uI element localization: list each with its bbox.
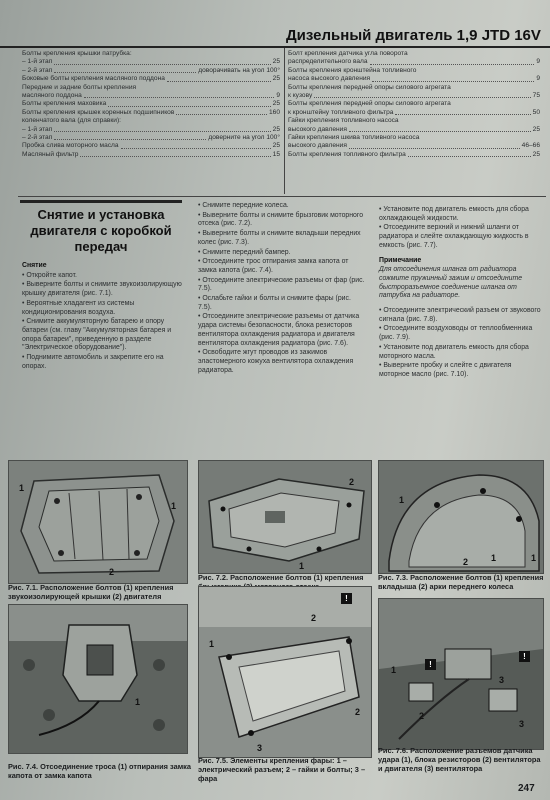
figure-7-5 xyxy=(198,586,372,758)
torque-spec-value: доверните на угол 100° xyxy=(208,134,280,142)
torque-spec-label: Гайки крепления шкива топливного насоса xyxy=(288,134,420,142)
torque-spec-label: Болты крепления передней опоры силового агрегата xyxy=(288,83,451,91)
specs-bottom-rule xyxy=(18,196,546,197)
torque-spec-label: масляного поддона xyxy=(22,92,82,100)
lightning-warning-icon: ! xyxy=(519,651,530,662)
step-paragraph: • Выверните болты и снимите звукоизолирующую крышку двигателя (рис. 7.1). xyxy=(22,281,182,298)
torque-spec-label: Болты крепления маховика xyxy=(22,100,107,108)
step-paragraph: • Отсоедините верхний и нижний шланги от радиатора и слейте охлаждающую жидкость в емкость (рис. 7.7). xyxy=(379,224,529,249)
torque-spec-row xyxy=(288,50,540,58)
leader-dots xyxy=(370,58,535,64)
text-column-2 xyxy=(198,202,366,376)
fig73-label-c: 1 xyxy=(491,553,497,563)
torque-spec-label: Передние и задние болты крепления xyxy=(22,83,137,91)
figure-7-6 xyxy=(378,598,544,750)
torque-spec-label: распределительного вала xyxy=(288,58,368,66)
step-paragraph: • Вероятные хладагент из системы кондиционирования воздуха. xyxy=(22,299,135,316)
torque-spec-row xyxy=(22,58,280,66)
torque-spec-label: – 2-й этап xyxy=(22,66,53,74)
step-paragraph: • Выверните болты и снимите вкладыши передних колес (рис. 7.3). xyxy=(198,230,361,246)
leader-dots xyxy=(176,109,267,115)
torque-spec-value: 25 xyxy=(532,150,540,158)
torque-spec-label: Пробка слива моторного масла xyxy=(22,142,119,150)
torque-spec-row xyxy=(22,126,280,134)
torque-spec-label: Болты крепления крышки патрубка: xyxy=(22,50,132,57)
lightning-warning-icon: ! xyxy=(341,593,352,604)
engine-cover-drawing xyxy=(9,461,187,583)
caption-fig-7-2: Рис. 7.2. Расположение болтов (1) крепления xyxy=(198,573,364,582)
step-paragraph: • Освободите жгут проводов из зажимов эластомерного кожуха вентилятора охлаждения радиатора. xyxy=(198,349,354,374)
torque-spec-label: к кузову xyxy=(288,92,313,100)
torque-spec-row xyxy=(288,151,540,159)
step-paragraph: • Отсоедините электрические разъемы от датчика удара системы безопасности, блока резисторов вентилятора охлаждения радиатора и двигателя вентилятора охлаждения радиатора (рис. 7.6). xyxy=(198,313,360,347)
torque-spec-label: Болты крепления кронштейна топливного xyxy=(288,66,417,74)
section-title: Снятие и установка двигателя с коробкой передач xyxy=(20,200,182,255)
leader-dots xyxy=(54,67,196,73)
step-paragraph: • Снимите аккумуляторную батарею и опору батареи (см. главу "Аккумуляторная батарея и опора батареи", приведенную в разделе "Электрическое оборудование"). xyxy=(22,318,172,352)
fig76-label-d: 3 xyxy=(519,719,525,729)
torque-spec-value: 160 xyxy=(268,108,280,116)
torque-spec-value: 25 xyxy=(272,125,280,133)
torque-spec-value: 9 xyxy=(536,75,540,83)
spec-table-left xyxy=(22,50,280,159)
page-number: 247 xyxy=(518,783,535,794)
step-paragraph: • Ослабьте гайки и болты и снимите фары (рис. 7.5). xyxy=(198,295,351,311)
torque-spec-row xyxy=(288,58,540,66)
torque-spec-row xyxy=(22,142,280,150)
torque-spec-value: 9 xyxy=(276,92,280,100)
torque-spec-label: – 1-й этап xyxy=(22,58,53,66)
leader-dots xyxy=(349,142,520,148)
step-paragraph: • Снимите передние колеса. xyxy=(198,202,289,209)
subhead-removal: Снятие xyxy=(22,262,47,269)
leader-dots xyxy=(84,92,275,98)
leader-dots xyxy=(372,75,534,81)
fig75-label-a: 1 xyxy=(209,639,215,649)
leader-dots xyxy=(395,109,530,115)
specs-divider xyxy=(284,48,285,194)
step-paragraph: • Отсоедините трос отпирания замка капота от замка капота (рис. 7.4). xyxy=(198,258,349,274)
torque-spec-row xyxy=(288,142,540,150)
leader-dots xyxy=(408,151,531,157)
fig76-label-c: 3 xyxy=(499,675,505,685)
figure-7-2 xyxy=(198,460,372,574)
torque-spec-value: 25 xyxy=(272,75,280,83)
figure-7-4 xyxy=(8,604,188,754)
torque-spec-value: 46–66 xyxy=(521,142,540,150)
torque-spec-row xyxy=(22,84,280,92)
torque-spec-row xyxy=(288,100,540,108)
torque-spec-row xyxy=(22,67,280,75)
text-column-1 xyxy=(22,262,182,372)
torque-spec-label: насоса высокого давления xyxy=(288,75,371,83)
leader-dots xyxy=(349,126,531,132)
caption-fig-7-4: Рис. 7.4. Отсоединение троса (1) отпирания замка капота от замка капота xyxy=(8,762,191,780)
step-paragraph: • Установите под двигатель емкость для сбора охлаждающей жидкости. xyxy=(379,206,529,222)
torque-spec-label: Боковые болты крепления масляного поддона xyxy=(22,75,165,83)
step-paragraph: • Отсоедините электрические разъемы от фар (рис. 7.5). xyxy=(198,276,365,293)
leader-dots xyxy=(167,75,271,81)
leader-dots xyxy=(80,151,270,157)
step-paragraph: • Поднимите автомобиль и закрепите его на опорах. xyxy=(22,354,164,370)
connectors-drawing xyxy=(379,599,543,749)
fig73-label-a: 1 xyxy=(399,495,405,505)
leader-dots xyxy=(54,58,270,64)
torque-spec-label: Гайки крепления топливного насоса xyxy=(288,117,399,125)
caption-fig-7-1: Рис. 7.1. Расположение болтов (1) крепления звукоизолирующей крышки (2) двигателя xyxy=(8,583,174,601)
splash-guard-drawing xyxy=(199,461,371,573)
torque-spec-row xyxy=(288,109,540,117)
text-column-3 xyxy=(379,206,541,381)
torque-spec-label: Масляный фильтр xyxy=(22,150,79,158)
torque-spec-row xyxy=(288,126,540,134)
torque-spec-value: 25 xyxy=(272,58,280,66)
torque-spec-value: 25 xyxy=(272,142,280,150)
torque-spec-label: высокого давления xyxy=(288,125,347,133)
step-paragraph: • Отсоедините воздуховоды от теплообменника (рис. 7.9). xyxy=(379,325,533,342)
lightning-warning-icon: ! xyxy=(425,659,436,670)
torque-spec-label: Болт крепления датчика угла поворота xyxy=(288,50,408,57)
note-text: Для отсоединения шланга от радиатора сожмите пружинный зажим и отсоедините быстроразъемное соединение шланга от патрубка на радиаторе. xyxy=(379,266,523,300)
torque-spec-row xyxy=(288,84,540,92)
torque-spec-label: Болты крепления крышек коренных подшипников xyxy=(22,108,175,116)
caption-fig-7-3: Рис. 7.3. Расположение болтов (1) крепления вкладыша (2) арки переднего колеса xyxy=(378,573,544,591)
fig74-label-a: 1 xyxy=(135,697,141,707)
fig75-label-d: 2 xyxy=(355,707,361,717)
fig71-label-a: 1 xyxy=(19,483,25,493)
torque-spec-value: 9 xyxy=(536,58,540,66)
leader-dots xyxy=(54,126,270,132)
leader-dots xyxy=(54,134,206,140)
torque-spec-row xyxy=(22,100,280,108)
hood-latch-drawing xyxy=(9,605,187,753)
torque-spec-row xyxy=(22,117,280,125)
fig71-label-b: 2 xyxy=(109,567,115,577)
wheel-arch-drawing xyxy=(379,461,543,573)
step-paragraph: • Откройте капот. xyxy=(22,271,77,279)
header-rule xyxy=(0,46,550,48)
torque-spec-value: 25 xyxy=(532,125,540,133)
torque-spec-row xyxy=(22,92,280,100)
step-paragraph: • Выверните пробку и слейте с двигателя моторное масло (рис. 7.10). xyxy=(379,362,512,378)
caption-fig-7-6: Рис. 7.6. Расположение разъемов датчика удара (1), блока резисторов (2) вентилятора и двигателя (3) вентилятора xyxy=(378,746,541,773)
torque-spec-row xyxy=(288,75,540,83)
torque-spec-label: к кронштейну топливного фильтра xyxy=(288,108,394,116)
torque-spec-label: Болты крепления передней опоры силового агрегата xyxy=(288,100,451,108)
torque-spec-row xyxy=(288,67,540,75)
torque-spec-label: – 2-й этап xyxy=(22,134,53,142)
page-header-title: Дизельный двигатель 1,9 JTD 16V xyxy=(286,27,541,44)
torque-spec-value: 75 xyxy=(532,92,540,100)
step-paragraph: • Отсоедините электрический разъем от звукового сигнала (рис. 7.8). xyxy=(379,307,541,323)
fig75-label-c: 3 xyxy=(257,743,263,753)
torque-spec-row xyxy=(22,109,280,117)
leader-dots xyxy=(108,100,270,106)
torque-spec-row xyxy=(22,75,280,83)
caption-fig-7-5: Рис. 7.5. Элементы крепления фары: 1 – электрический разъем; 2 – гайки и болты; 3 – фара xyxy=(198,756,366,783)
fig76-label-b: 2 xyxy=(419,711,425,721)
torque-spec-label: – 1-й этап xyxy=(22,125,53,133)
fig76-label-a: 1 xyxy=(391,665,397,675)
fig73-label-b: 2 xyxy=(463,557,469,567)
step-paragraph: • Установите под двигатель емкость для сбора моторного масла. xyxy=(379,343,529,360)
torque-spec-label: высокого давления xyxy=(288,142,347,150)
leader-dots xyxy=(314,92,530,98)
torque-spec-value: 50 xyxy=(532,108,540,116)
torque-spec-label: Болты крепления топливного фильтра xyxy=(288,150,406,158)
fig71-label-c: 1 xyxy=(171,501,177,511)
figure-7-1 xyxy=(8,460,188,584)
headlight-drawing xyxy=(199,587,371,757)
figure-7-3 xyxy=(378,460,544,574)
torque-spec-value: доворачивать на угол 100° xyxy=(198,66,280,74)
leader-dots xyxy=(121,142,271,148)
torque-spec-row xyxy=(22,151,280,159)
note-heading: Примечание xyxy=(379,256,422,264)
fig73-label-d: 1 xyxy=(531,553,537,563)
torque-spec-value: 25 xyxy=(272,100,280,108)
step-paragraph: • Выверните болты и снимите брызговик моторного отсека (рис. 7.2). xyxy=(198,211,364,228)
fig75-label-b: 2 xyxy=(311,613,317,623)
fig72-label-b: 1 xyxy=(299,561,305,571)
torque-spec-label: коленчатого вала (для справки): xyxy=(22,117,122,125)
torque-spec-value: 15 xyxy=(272,150,280,158)
torque-spec-row xyxy=(22,50,280,58)
spec-table-right xyxy=(288,50,540,159)
torque-spec-row xyxy=(288,134,540,142)
step-paragraph: • Снимите передний бампер. xyxy=(198,248,291,256)
fig72-label-a: 2 xyxy=(349,477,355,487)
torque-spec-row xyxy=(288,117,540,125)
